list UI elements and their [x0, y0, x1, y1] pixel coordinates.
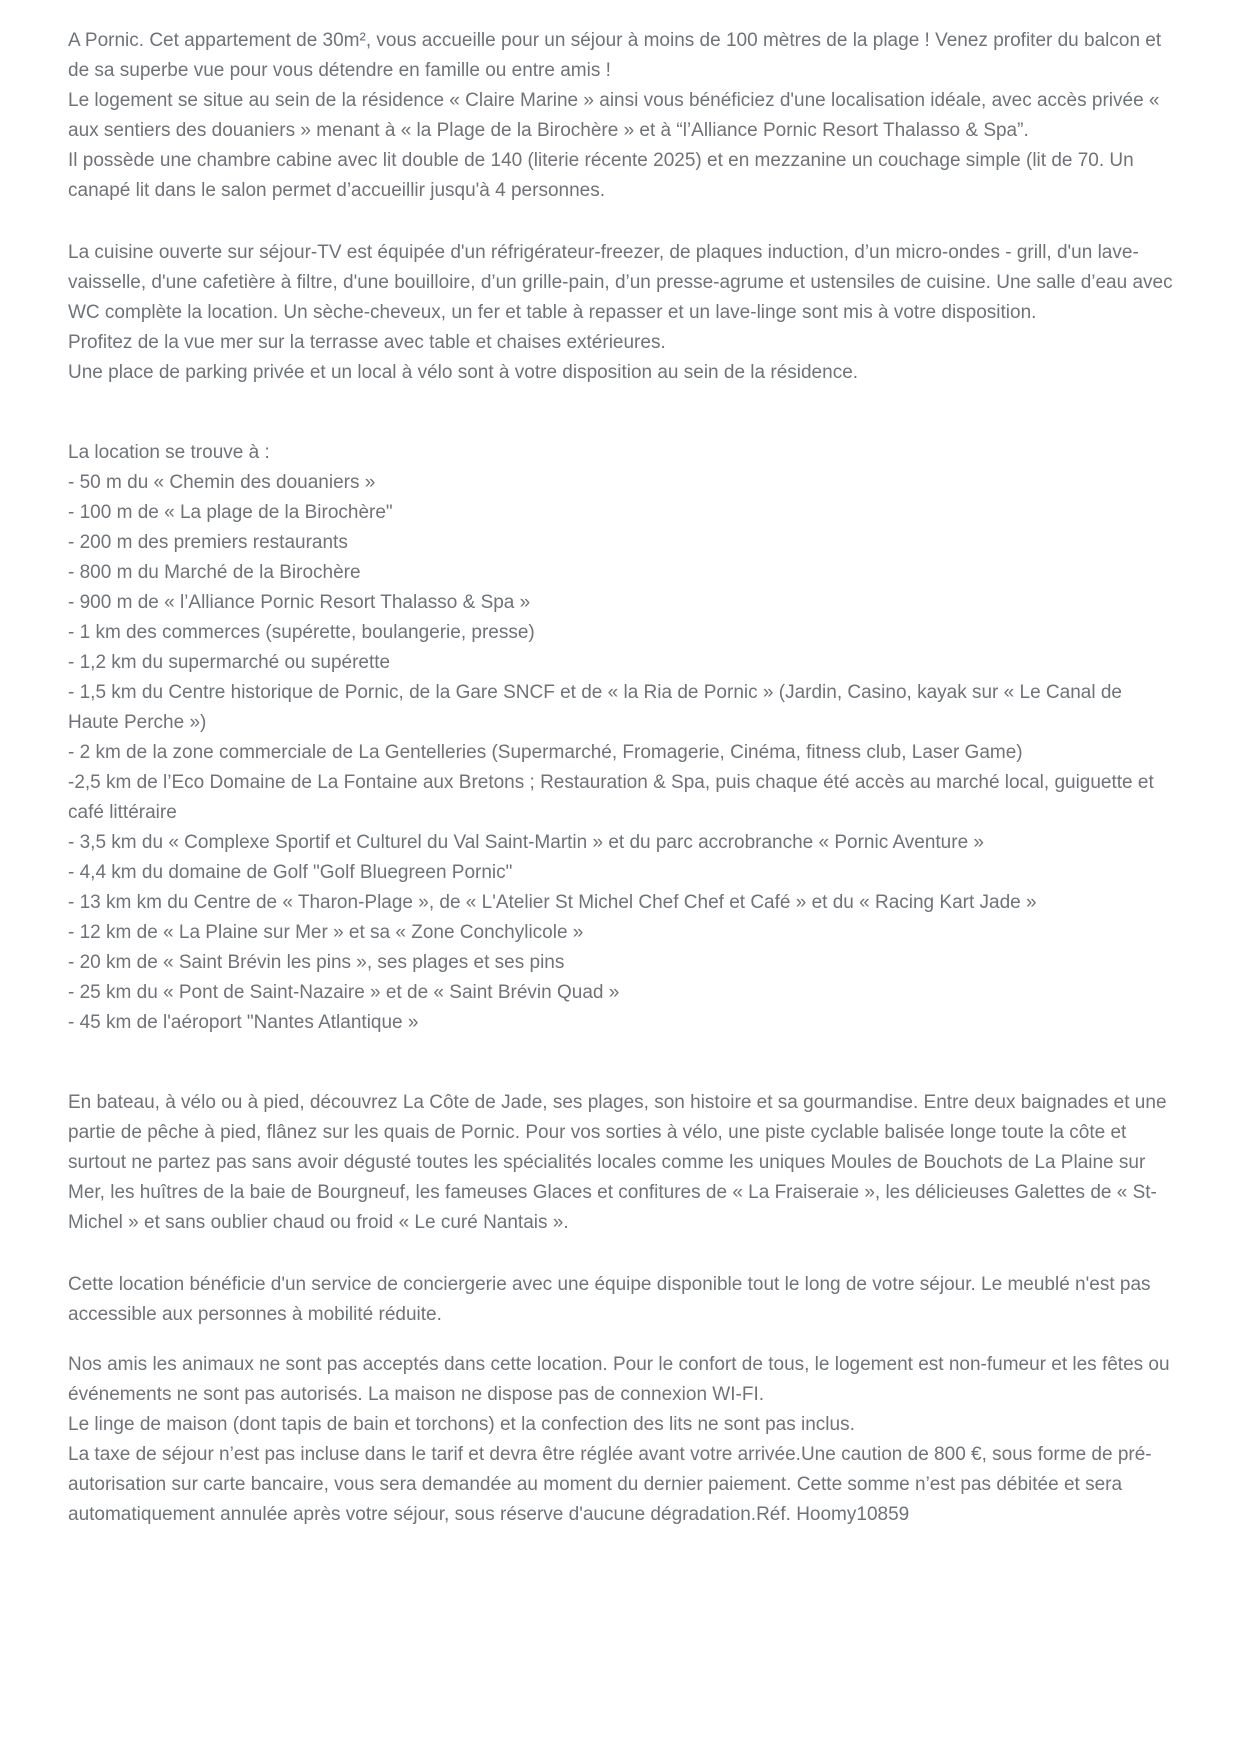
distances-heading: La location se trouve à :: [68, 442, 270, 463]
distance-item: - 20 km de « Saint Brévin les pins », ses plages et ses pins: [68, 952, 565, 973]
distance-item: - 1,2 km du supermarché ou supérette: [68, 652, 391, 673]
distance-item: - 3,5 km du « Complexe Sportif et Culturel du Val Saint-Martin » et du parc accrobranche « Pornic Aventure »: [68, 832, 984, 853]
conditions-line-2: Le linge de maison (dont tapis de bain et torchons) et la confection des lits ne sont pas inclus.: [68, 1414, 855, 1435]
distance-item: - 50 m du « Chemin des douaniers »: [68, 472, 376, 493]
distance-item: - 12 km de « La Plaine sur Mer » et sa « Zone Conchylicole »: [68, 922, 584, 943]
equipment-line-1: La cuisine ouverte sur séjour-TV est équipée d'un réfrigérateur-freezer, de plaques induction, d’un micro-ondes - grill, d'un lave-vaisselle, d'une cafetière à filtre, d'une bouilloire, d’un grille-pain, d’un presse-agrume et ustensiles de cuisine. Une salle d’eau avec WC complète la location. Un sèche-cheveux, un fer et table à repasser et un lave-linge sont mis à votre disposition.: [68, 242, 1173, 323]
distance-item: - 4,4 km du domaine de Golf "Golf Bluegreen Pornic": [68, 862, 513, 883]
distance-item: - 1,5 km du Centre historique de Pornic, de la Gare SNCF et de « la Ria de Pornic » (Jardin, Casino, kayak sur « Le Canal de Haute Perche »): [68, 682, 1122, 733]
conditions-line-3: La taxe de séjour n’est pas incluse dans le tarif et devra être réglée avant votre arrivée.Une caution de 800 €, sous forme de pré-autorisation sur carte bancaire, vous sera demandée au moment du dernier paiement. Cette somme n’est pas débitée et sera automatiquement annulée après votre séjour, sous réserve d'aucune dégradation.Réf. Hoomy10859: [68, 1444, 1152, 1525]
conditions-line-1: Nos amis les animaux ne sont pas acceptés dans cette location. Pour le confort de tous, le logement est non-fumeur et les fêtes ou événements ne sont pas autorisés. La maison ne dispose pas de connexion WI-FI.: [68, 1354, 1170, 1405]
distance-item: - 800 m du Marché de la Birochère: [68, 562, 361, 583]
distance-item: - 45 km de l'aéroport "Nantes Atlantique »: [68, 1012, 419, 1033]
intro-line-1: A Pornic. Cet appartement de 30m², vous accueille pour un séjour à moins de 100 mètres de la plage ! Venez profiter du balcon et de sa superbe vue pour vous détendre en famille ou entre amis !: [68, 30, 1162, 81]
distance-item: - 13 km km du Centre de « Tharon-Plage », de « L'Atelier St Michel Chef Chef et Café » et du « Racing Kart Jade »: [68, 892, 1037, 913]
equipment-line-3: Une place de parking privée et un local à vélo sont à votre disposition au sein de la résidence.: [68, 362, 859, 383]
intro-line-2: Le logement se situe au sein de la résidence « Claire Marine » ainsi vous bénéficiez d'une localisation idéale, avec accès privée « aux sentiers des douaniers » menant à « la Plage de la Birochère » et à “l’Alliance Pornic Resort Thalasso & Spa”.: [68, 90, 1160, 141]
distance-item: - 100 m de « La plage de la Birochère": [68, 502, 393, 523]
distance-item: - 1 km des commerces (supérette, boulangerie, presse): [68, 622, 535, 643]
distance-item: - 200 m des premiers restaurants: [68, 532, 348, 553]
distance-item: -2,5 km de l’Eco Domaine de La Fontaine aux Bretons ; Restauration & Spa, puis chaque été accès au marché local, guiguette et café littéraire: [68, 772, 1154, 823]
intro-line-3: Il possède une chambre cabine avec lit double de 140 (literie récente 2025) et en mezzanine un couchage simple (lit de 70. Un canapé lit dans le salon permet d’accueillir jusqu'à 4 personnes.: [68, 150, 1134, 201]
distance-item: - 25 km du « Pont de Saint-Nazaire » et de « Saint Brévin Quad »: [68, 982, 620, 1003]
distance-item: - 2 km de la zone commerciale de La Gentelleries (Supermarché, Fromagerie, Cinéma, fitness club, Laser Game): [68, 742, 1023, 763]
conciergerie-paragraph: Cette location bénéficie d'un service de conciergerie avec une équipe disponible tout le long de votre séjour. Le meublé n'est pas accessible aux personnes à mobilité réduite.: [68, 1274, 1151, 1325]
distance-item: - 900 m de « l’Alliance Pornic Resort Thalasso & Spa »: [68, 592, 531, 613]
distances-list: [68, 468, 1176, 1038]
equipment-line-2: Profitez de la vue mer sur la terrasse avec table et chaises extérieures.: [68, 332, 666, 353]
region-paragraph: En bateau, à vélo ou à pied, découvrez La Côte de Jade, ses plages, son histoire et sa gourmandise. Entre deux baignades et une partie de pêche à pied, flânez sur les quais de Pornic. Pour vos sorties à vélo, une piste cyclable balisée longe toute la côte et surtout ne partez pas sans avoir dégusté toutes les spécialités locales comme les uniques Moules de Bouchots de La Plaine sur Mer, les huîtres de la baie de Bourgneuf, les fameuses Glaces et confitures de « La Fraiseraie », les délicieuses Galettes de « St-Michel » et sans oublier chaud ou froid « Le curé Nantais ».: [68, 1092, 1167, 1233]
